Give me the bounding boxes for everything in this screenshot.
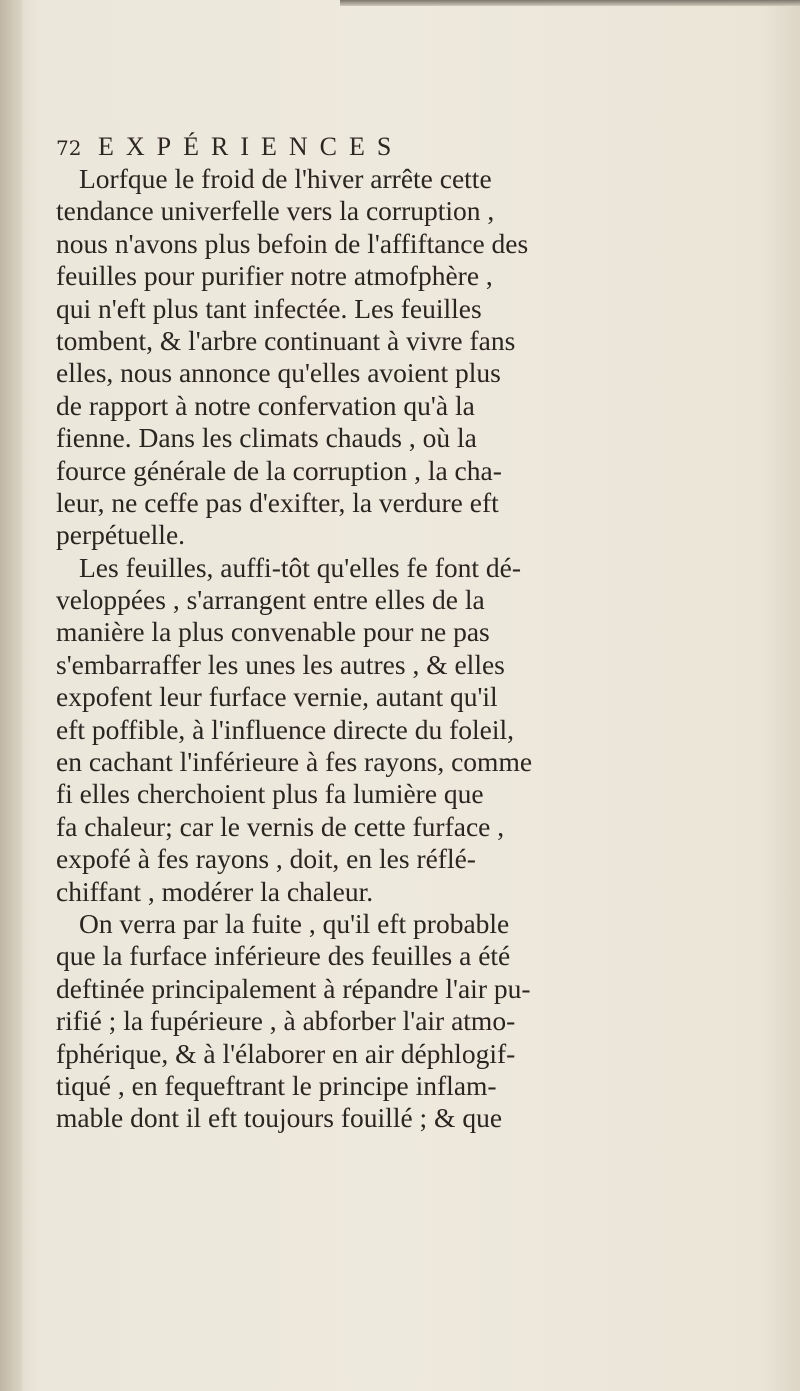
- text-line: nous n'avons plus befoin de l'affiftance des: [56, 227, 529, 259]
- text-line: qui n'eft plus tant infectée. Les feuilles: [56, 292, 482, 324]
- text-line: leur, ne ceffe pas d'exifter, la verdure eft: [56, 486, 499, 518]
- text-line: fa chaleur; car le vernis de cette furface ,: [56, 810, 505, 842]
- text-line: tombent, & l'arbre continuant à vivre fans: [56, 324, 516, 356]
- body-text: [56, 163, 734, 1135]
- text-line: expofé à fes rayons , doit, en les réflé-: [56, 843, 476, 875]
- page-gutter-edge: [0, 0, 22, 1391]
- text-line: expofent leur furface vernie, autant qu'il: [56, 681, 498, 713]
- text-line: de rapport à notre confervation qu'à la: [56, 389, 475, 421]
- text-line: en cachant l'inférieure à fes rayons, comme: [56, 746, 533, 778]
- text-line: elles, nous annonce qu'elles avoient plus: [56, 357, 501, 389]
- text-line: fienne. Dans les climats chauds , où la: [56, 422, 477, 454]
- text-line: Les feuilles, auffi-tôt qu'elles fe font dé-: [79, 551, 522, 583]
- text-line: fi elles cherchoient plus fa lumière que: [56, 778, 484, 810]
- text-line: feuilles pour purifier notre atmofphère ,: [56, 260, 493, 292]
- text-line: que la furface inférieure des feuilles a été: [56, 940, 511, 972]
- text-line: eft poffible, à l'influence directe du foleil,: [56, 713, 515, 745]
- text-line: Lorfque le froid de l'hiver arrête cette: [79, 163, 492, 194]
- page-header: [56, 132, 696, 166]
- text-line: deftinée principalement à répandre l'air pu-: [56, 972, 531, 1004]
- text-line: chiffant , modérer la chaleur.: [56, 875, 374, 907]
- text-line: s'embarraffer les unes les autres , & elles: [56, 648, 505, 680]
- text-line: tendance univerfelle vers la corruption ,: [56, 195, 495, 227]
- text-line: fource générale de la corruption , la cha-: [56, 454, 502, 486]
- page-number: 72: [56, 136, 82, 160]
- page-top-edge: [340, 0, 800, 6]
- text-line: manière la plus convenable pour ne pas: [56, 616, 490, 648]
- text-line: tiqué , en fequeftrant le principe inflam-: [56, 1069, 497, 1101]
- text-line: veloppées , s'arrangent entre elles de la: [56, 584, 485, 616]
- text-line: mable dont il eft toujours fouillé ; & que: [56, 1102, 503, 1134]
- text-line: On verra par la fuite , qu'il eft probable: [79, 907, 510, 939]
- text-line: rifié ; la fupérieure , à abforber l'air atmo-: [56, 1005, 516, 1037]
- running-title: EXPÉRIENCES: [98, 132, 404, 161]
- text-line: fphérique, & à l'élaborer en air déphlogif-: [56, 1037, 516, 1069]
- text-line: perpétuelle.: [56, 519, 186, 551]
